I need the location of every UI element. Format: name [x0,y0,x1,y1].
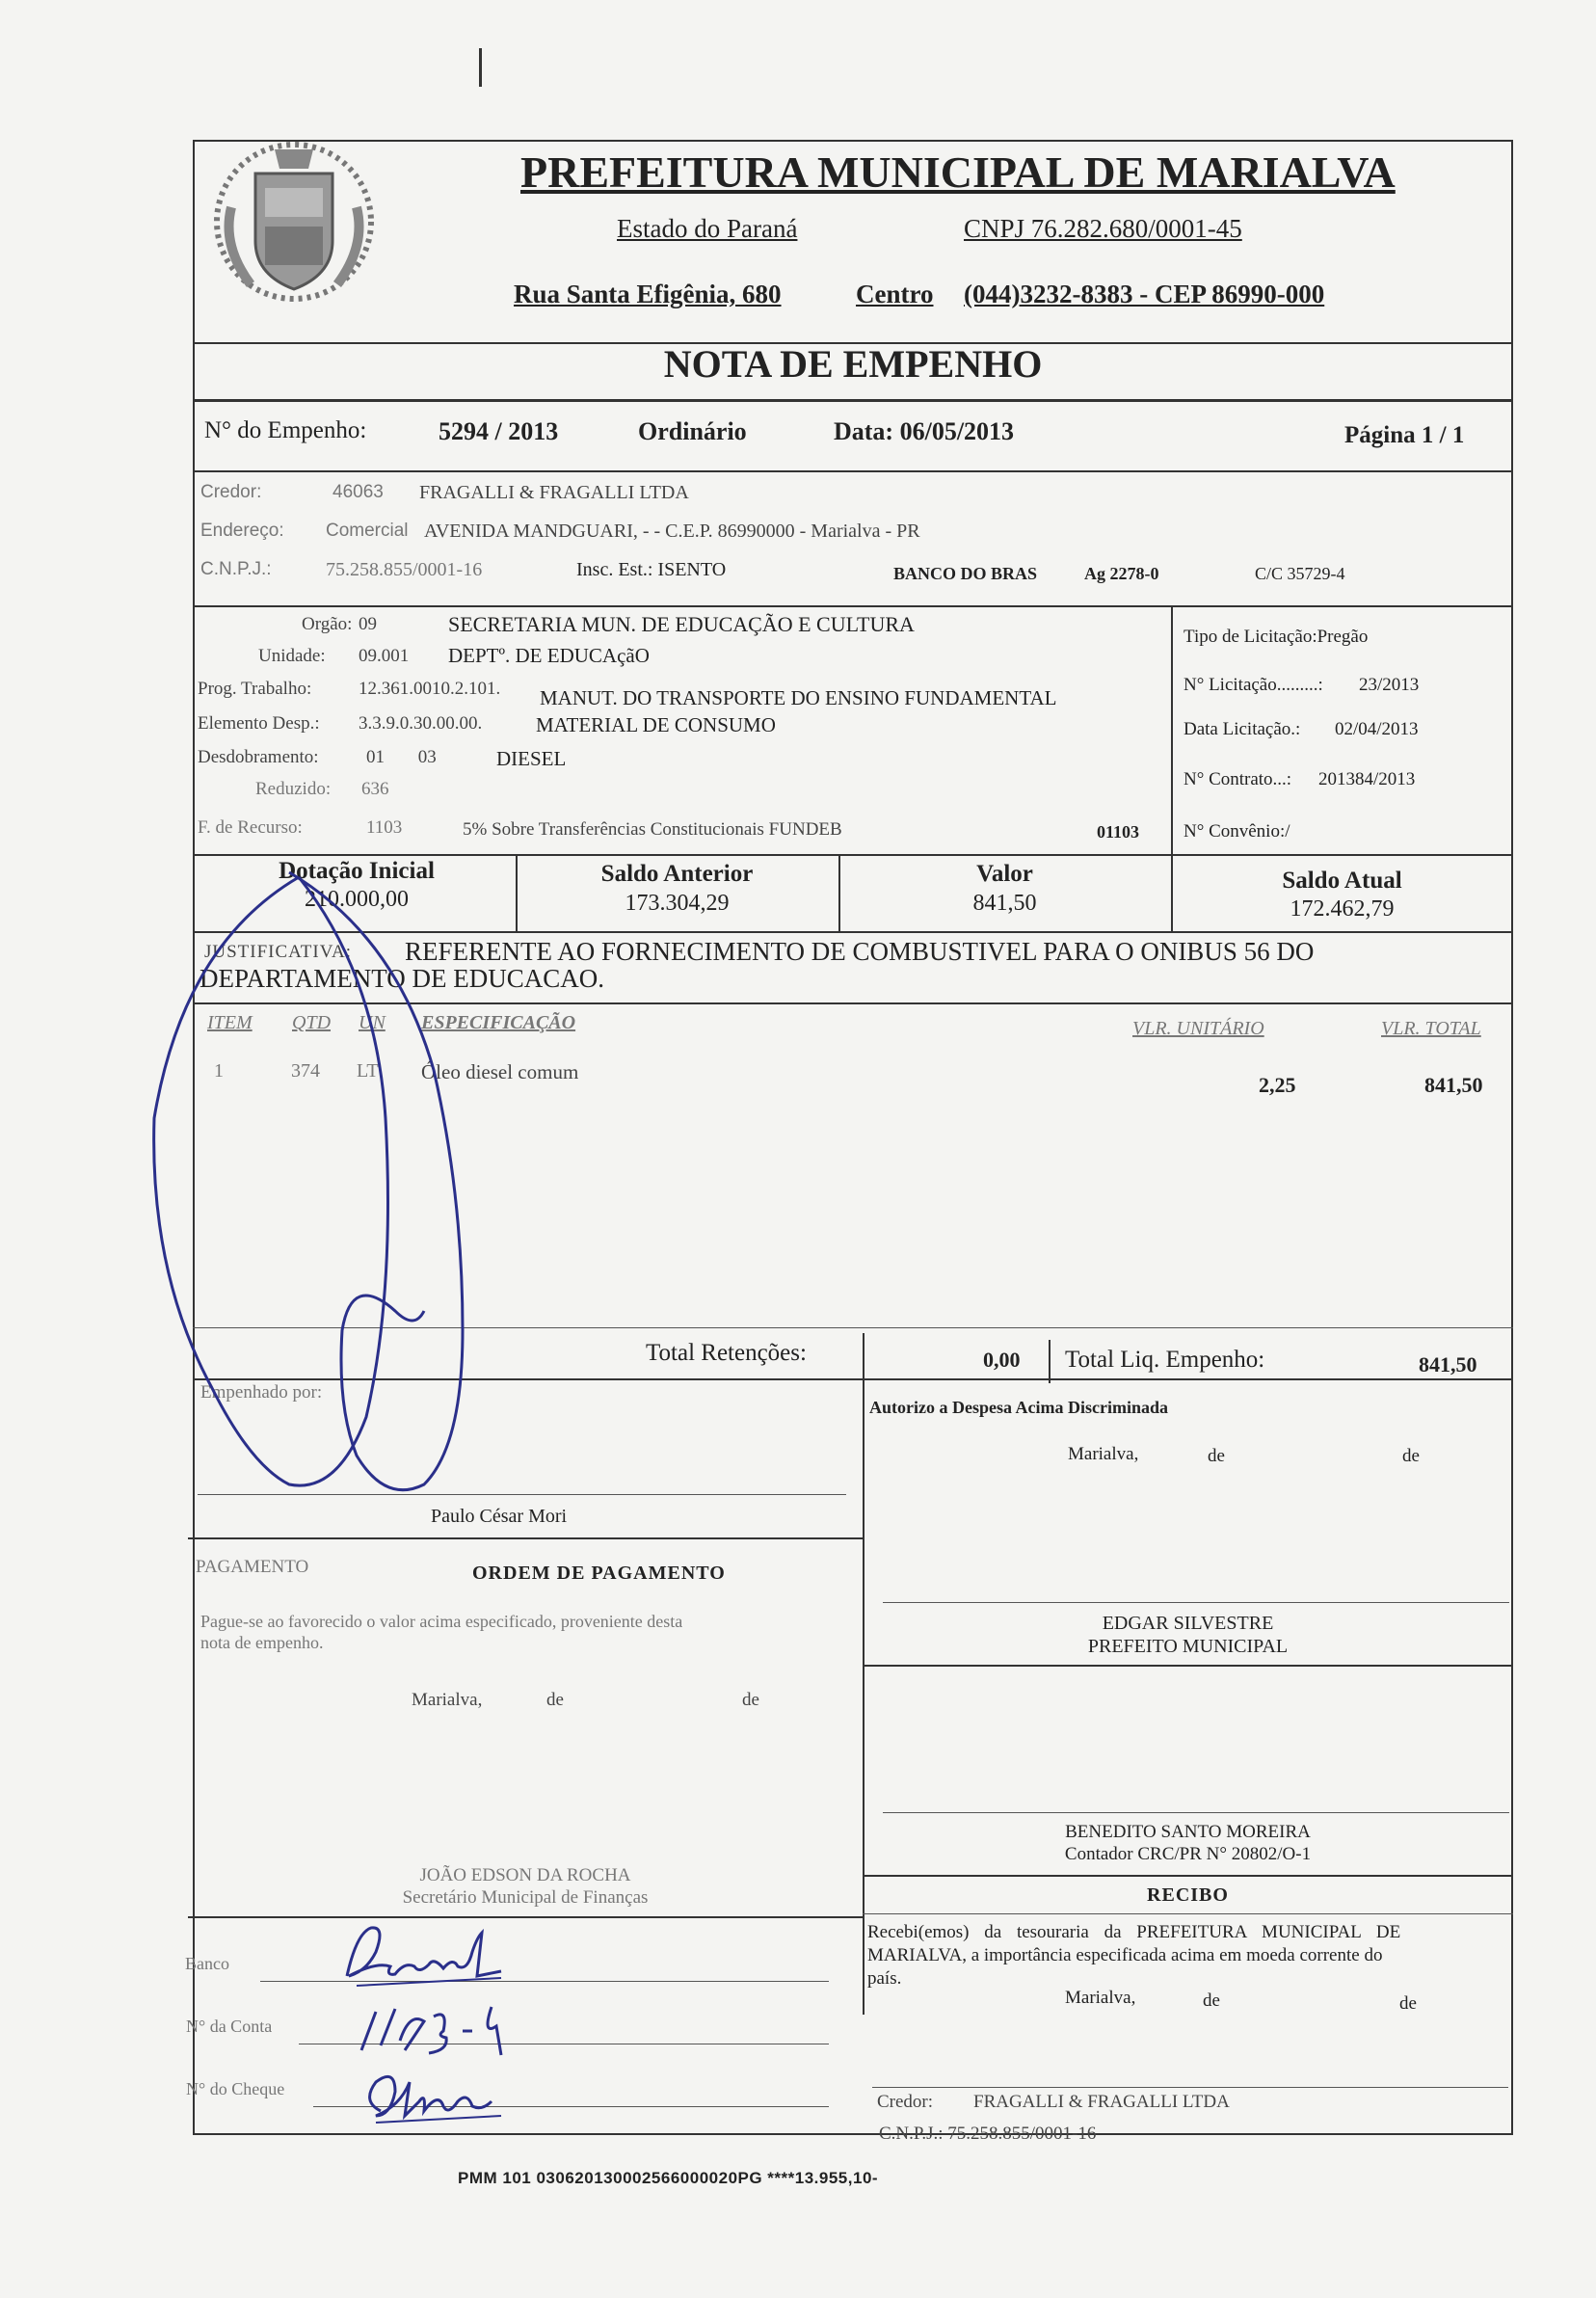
unidade-name: DEPTº. DE EDUCAçãO [448,644,650,667]
handwritten-banco [337,1918,511,1995]
justificativa-label: JUSTIFICATIVA: [204,942,353,962]
credor-agency: Ag 2278-0 [1084,564,1159,583]
convenio: N° Convênio:/ [1184,821,1290,842]
state-name: Estado do Paraná [617,214,798,243]
autorizo-de1: de [1208,1446,1225,1466]
fonte-name: 5% Sobre Transferências Constitucionais FUNDEB [463,819,842,840]
unidade-code: 09.001 [359,646,410,666]
address-label: Endereço: [200,521,284,541]
street-address: Rua Santa Efigênia, 680 [514,280,782,308]
autorizo-de2: de [1402,1446,1420,1466]
licitacao-date-label: Data Licitação.: [1184,719,1301,739]
empenhado-label: Empenhado por: [200,1382,323,1403]
pagamento-label: PAGAMENTO [196,1557,309,1577]
unidade-label: Unidade: [258,646,326,666]
contrato-label: N° Contrato...: [1184,769,1292,789]
orgao-code: 09 [359,614,377,634]
liquido-value: 841,50 [1419,1352,1477,1376]
empenho-date: Data: 06/05/2013 [834,417,1015,445]
blue-pen-scribble [145,829,598,1504]
recibo-de2: de [1399,1993,1417,2014]
orgao-name: SECRETARIA MUN. DE EDUCAÇÃO E CULTURA [448,612,915,636]
retencoes-value: 0,00 [983,1348,1021,1372]
recibo-title: RECIBO [1147,1884,1229,1906]
document-title: NOTA DE EMPENHO [663,342,1043,386]
desdobramento-name: DIESEL [496,747,567,770]
handwritten-cheque [357,2063,511,2130]
recibo-credor-label: Credor: [877,2092,934,2112]
row-un: LT [357,1060,379,1082]
pagamento-place: Marialva, [412,1690,483,1710]
empenho-label: N° do Empenho: [204,417,367,443]
col-qtd: QTD [292,1012,332,1033]
handwritten-conta [352,1997,525,2065]
insc-estadual: Insc. Est.: ISENTO [576,559,727,580]
recibo-credor-name: FRAGALLI & FRAGALLI LTDA [973,2092,1230,2112]
elemento-name: MATERIAL DE CONSUMO [536,713,776,736]
recibo-credor-cnpj: C.N.P.J.: 75.258.855/0001-16 [879,2124,1097,2144]
district: Centro [856,280,934,308]
pagamento-de1: de [546,1690,564,1710]
credor-account: C/C 35729-4 [1255,564,1345,583]
credor-code: 46063 [332,482,384,502]
dotacao-value: 210.000,00 [305,887,409,912]
liquido-label: Total Liq. Empenho: [1065,1347,1265,1373]
secretario-name: JOÃO EDSON DA ROCHA [419,1865,631,1885]
conta-label: N° da Conta [186,2017,273,2036]
prefeito-name: EDGAR SILVESTRE [1102,1613,1274,1634]
licitacao-number: 23/2013 [1359,675,1420,695]
col-item: ITEM [207,1012,253,1033]
saldo-anterior-value: 173.304,29 [625,891,730,916]
fonte-label: F. de Recurso: [198,817,303,838]
empenho-number: 5294 / 2013 [439,417,559,445]
page-number: Página 1 / 1 [1344,422,1465,448]
row-vlr-unitario: 2,25 [1259,1073,1296,1097]
pagamento-de2: de [742,1690,759,1710]
empenho-type: Ordinário [638,417,747,445]
saldo-anterior-label: Saldo Anterior [600,861,754,887]
retencoes-label: Total Retenções: [646,1340,807,1366]
saldo-atual-value: 172.462,79 [1290,896,1395,922]
contador-role: Contador CRC/PR N° 20802/O-1 [1064,1844,1312,1864]
contrato-number: 201384/2013 [1318,769,1416,789]
municipality-title: PREFEITURA MUNICIPAL DE MARIALVA [520,147,1396,197]
desdobramento-label: Desdobramento: [198,747,319,767]
row-item: 1 [214,1060,224,1082]
tipo-licitacao: Tipo de Licitação:Pregão [1184,627,1369,647]
prog-code: 12.361.0010.2.101. [359,679,501,699]
autorizo-place: Marialva, [1068,1444,1139,1464]
banco-label: Banco [185,1954,229,1973]
cnpj-header: CNPJ 76.282.680/0001-45 [964,214,1242,243]
autorizo-title: Autorizo a Despesa Acima Discriminada [869,1398,1168,1417]
prog-name: MANUT. DO TRANSPORTE DO ENSINO FUNDAMENTAL [540,686,1057,709]
secretario-role: Secretário Municipal de Finanças [402,1887,649,1908]
phone-cep: (044)3232-8383 - CEP 86990-000 [964,280,1325,308]
recibo-de1: de [1203,1991,1220,2011]
footer-code: PMM 101 030620130002566000020PG ****13.955,10- [458,2169,879,2187]
credor-cnpj: 75.258.855/0001-16 [326,559,483,580]
licitacao-date: 02/04/2013 [1335,719,1419,739]
credor-name: FRAGALLI & FRAGALLI LTDA [419,482,689,503]
col-especificacao: ESPECIFICAÇÃO [421,1012,576,1033]
saldo-atual-label: Saldo Atual [1282,868,1402,894]
recibo-text-3: país. [867,1968,902,1989]
contador-name: BENEDITO SANTO MOREIRA [1065,1822,1311,1842]
col-vlr-unitario: VLR. UNITÁRIO [1132,1018,1264,1039]
elemento-label: Elemento Desp.: [198,713,320,734]
credor-bank: BANCO DO BRAS [893,564,1038,583]
justificativa-line2: DEPARTAMENTO DE EDUCACAO. [200,964,604,993]
valor-label: Valor [976,861,1033,887]
pagamento-text-2: nota de empenho. [200,1633,324,1652]
recibo-place: Marialva, [1065,1988,1136,2008]
recibo-text-2: MARIALVA, a importância especificada acima em moeda corrente do [867,1945,1383,1965]
row-vlr-total: 841,50 [1424,1073,1483,1097]
fonte-code: 1103 [366,817,403,838]
reduzido-code: 636 [361,779,389,799]
col-un: UN [359,1012,386,1033]
dotacao-label: Dotação Inicial [279,858,435,884]
valor-value: 841,50 [972,891,1037,916]
licitacao-number-label: N° Licitação.........: [1184,675,1323,695]
ordem-pagamento-title: ORDEM DE PAGAMENTO [472,1563,726,1584]
row-especificacao: Óleo diesel comum [421,1060,579,1083]
elemento-code: 3.3.9.0.30.00.00. [359,713,483,734]
row-qtd: 374 [291,1060,320,1082]
fonte-number: 01103 [1097,822,1140,842]
orgao-label: Orgão: [302,614,353,634]
prefeito-role: PREFEITO MUNICIPAL [1087,1636,1289,1657]
col-vlr-total: VLR. TOTAL [1381,1018,1481,1039]
pagamento-text-1: Pague-se ao favorecido o valor acima especificado, proveniente desta [200,1612,683,1631]
cheque-label: N° do Cheque [186,2079,285,2098]
recibo-text-1: Recebi(emos) da tesouraria da PREFEITURA MUNICIPAL DE [867,1922,1401,1942]
desdobramento-code: 01 03 [366,747,437,767]
stray-mark [479,48,482,87]
justificativa-line1: REFERENTE AO FORNECIMENTO DE COMBUSTIVEL PARA O ONIBUS 56 DO [405,937,1315,966]
credor-address: AVENIDA MANDGUARI, - - C.E.P. 86990000 - Marialva - PR [424,521,920,542]
credor-cnpj-label: C.N.P.J.: [200,559,272,579]
reduzido-label: Reduzido: [255,779,332,799]
empenhado-name: Paulo César Mori [431,1506,568,1527]
prog-label: Prog. Trabalho: [198,679,312,699]
coat-of-arms-logo [202,130,386,313]
address-type: Comercial [326,521,409,541]
credor-label: Credor: [200,482,262,502]
